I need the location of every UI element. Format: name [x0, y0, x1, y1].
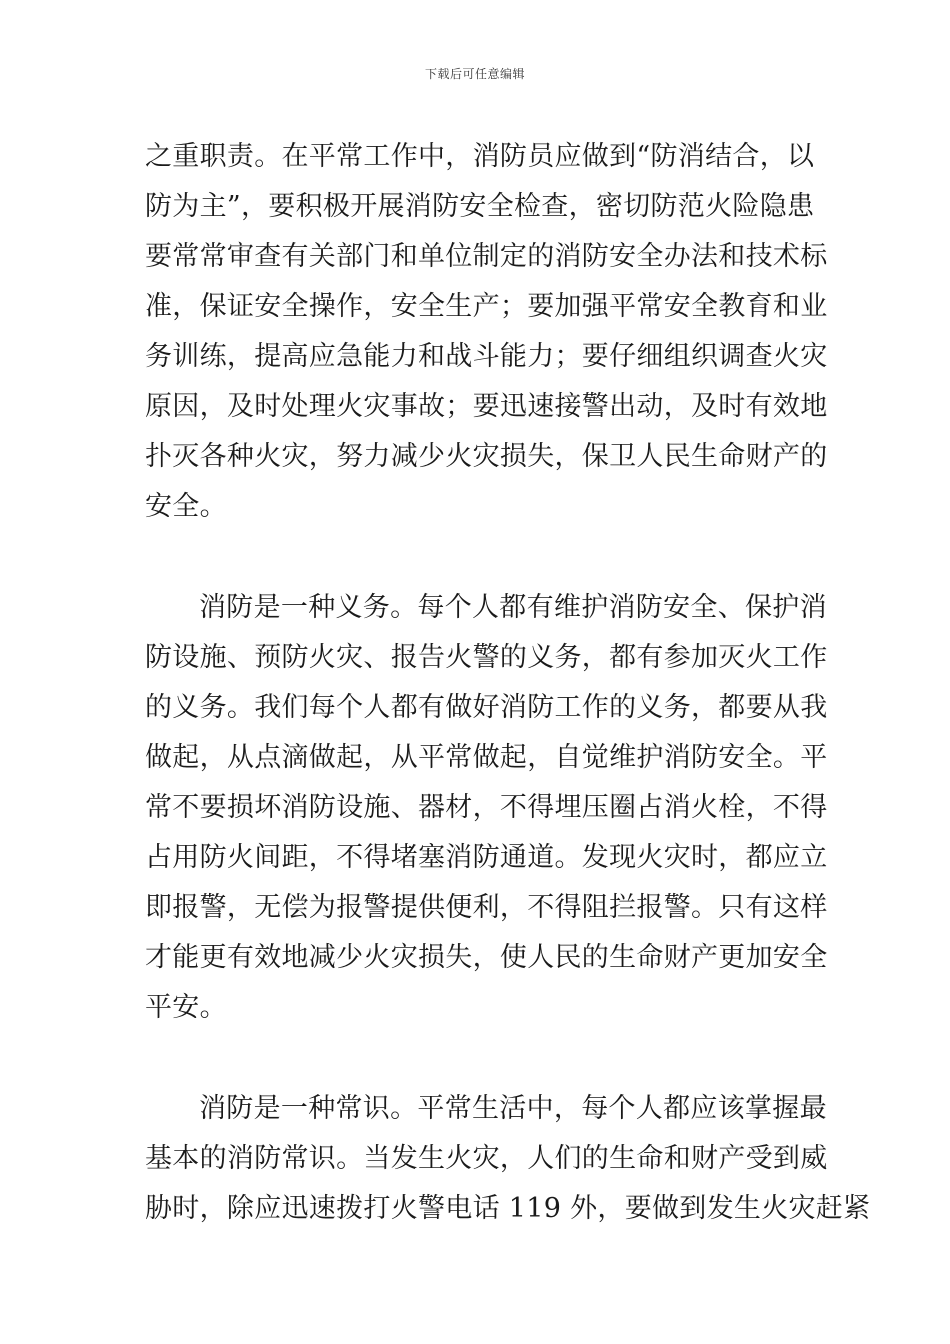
text-line: 务训练，提高应急能力和战斗能力；要仔细组织调查火灾 — [145, 341, 828, 372]
text-line: 要常常审查有关部门和单位制定的消防安全办法和技术标 — [145, 241, 828, 272]
text-line: 基本的消防常识。当发生火灾，人们的生命和财产受到威 — [145, 1143, 828, 1174]
text-line: 消防是一种义务。每个人都有维护消防安全、保护消 — [199, 592, 827, 623]
text-line: 准，保证安全操作，安全生产；要加强平常安全教育和业 — [145, 291, 828, 322]
page-header: 下载后可任意编辑 — [424, 67, 525, 81]
text-line: 原因，及时处理火灾事故；要迅速接警出动，及时有效地 — [145, 391, 828, 422]
text-line: 才能更有效地减少火灾损失，使人民的生命财产更加安全 — [145, 942, 828, 973]
text-line: 之重职责。在平常工作中，消防员应做到“防消结合，以 — [145, 141, 815, 172]
text-line: 防为主”，要积极开展消防安全检查，密切防范火险隐患 — [145, 191, 815, 222]
document-body — [145, 132, 871, 1234]
text-line: 做起，从点滴做起，从平常做起，自觉维护消防安全。平 — [145, 742, 828, 773]
paragraph-spacer — [145, 1033, 810, 1084]
text-line: 胁时，除应迅速拨打火警电话 119 外，要做到发生火灾赶紧 — [145, 1193, 871, 1224]
paragraph — [145, 132, 828, 532]
text-line: 消防是一种常识。平常生活中，每个人都应该掌握最 — [199, 1093, 827, 1124]
paragraph — [145, 583, 828, 1033]
text-line: 即报警，无偿为报警提供便利，不得阻拦报警。只有这样 — [145, 892, 828, 923]
text-line: 扑灭各种火灾，努力减少火灾损失，保卫人民生命财产的 — [145, 441, 828, 472]
text-line: 常不要损坏消防设施、器材，不得埋压圈占消火栓，不得 — [145, 792, 828, 823]
text-line: 占用防火间距，不得堵塞消防通道。发现火灾时，都应立 — [145, 842, 828, 873]
text-line: 安全。 — [145, 491, 227, 522]
paragraph-spacer — [145, 532, 810, 583]
paragraph — [145, 1084, 871, 1234]
text-line: 平安。 — [145, 992, 227, 1023]
text-line: 防设施、预防火灾、报告火警的义务，都有参加灭火工作 — [145, 642, 828, 673]
text-line: 的义务。我们每个人都有做好消防工作的义务，都要从我 — [145, 692, 828, 723]
